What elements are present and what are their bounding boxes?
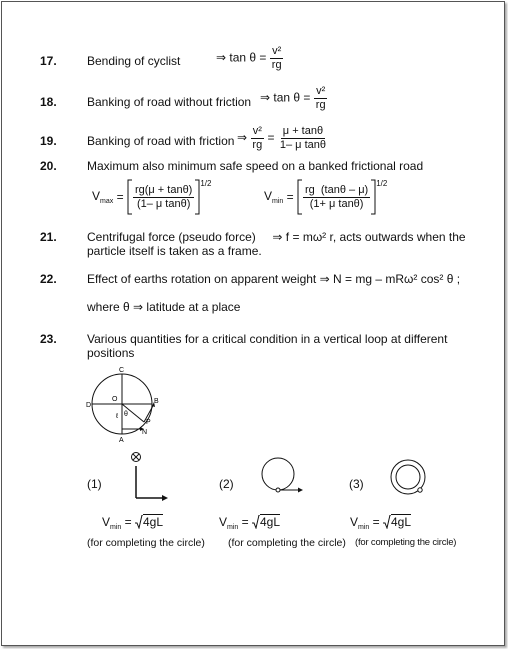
implies-arrow: ⇒ [216,50,227,65]
item-number: 23. [40,332,57,346]
fraction: $\frac{\text{v²}}{rg}$ [271,45,282,71]
fraction: $\frac{rg(\mu + \tan\theta)}{\text{(1– μ tanθ)}}$ [134,183,193,210]
label-left: D [86,402,92,409]
loop-circle [262,458,294,490]
fraction: $\frac{\text{v²}}{rg}$ [315,85,326,111]
label-radius: ℓ [116,413,119,420]
item-text: Banking of road without friction [87,95,252,109]
item-text-line: Effect of earths rotation on apparent weight ⇒ N = mg – mRω² cos² θ ; [87,272,461,286]
case-note: (for completing the circle) [355,537,457,548]
fraction: $\frac{\text{v²}}{rg}$ [252,125,263,151]
implies-arrow: ⇒ [260,90,271,105]
item-number: 18. [40,95,57,109]
label-right: B [154,398,159,405]
vmin-formula: $V_{min} = 4gL$ [102,515,164,531]
formula-lhs: tan θ = [273,90,311,105]
formula [216,45,284,72]
case-label: (3) [349,477,364,491]
case-label: (1) [87,477,102,491]
case3-diagram [388,457,434,503]
label-normal: N [142,429,148,436]
item-text-line: where θ ⇒ latitude at a place [87,300,241,314]
bead [418,488,422,492]
fraction: $\frac{rg (\tan\theta - \mu)}{\text{(1+ μ tanθ)}}$ [305,183,369,210]
case-note: (for completing the circle) [228,537,346,549]
vmax-formula: $V_{max}$ = $\frac{rg(\mu + \tan\theta)}{\text{(1– μ tanθ)}}$ $^{1/2}$ [92,179,211,215]
label-top: C [119,367,125,374]
vertical-loop-diagram [82,364,172,444]
formula [260,85,328,112]
item-text: Maximum also minimum safe speed on a banked frictional road [87,159,424,173]
case-label: (2) [219,477,234,491]
item-text-line: positions [87,346,135,360]
item-text: Bending of cyclist [87,54,181,68]
inner-track [396,465,420,489]
arrowhead [162,495,168,501]
case-note: (for completing the circle) [87,537,205,549]
case2-diagram [258,454,308,502]
label-point: P [146,419,151,426]
item-number: 17. [40,54,57,68]
label-angle: θ [124,411,128,418]
item-number: 22. [40,272,57,286]
sqrt-icon [383,515,391,529]
vmin-formula: $V_{min} = 4gL$ [350,515,412,531]
document-page [1,1,505,646]
fraction: $\frac{\mu + \tan\theta}{\text{1– μ tanθ}}$ [279,125,326,151]
formula-lhs: tan θ = [229,50,267,65]
item-number: 19. [40,134,57,148]
case1-diagram [128,450,178,502]
implies-arrow: ⇒ [237,130,248,145]
arrowhead [298,488,303,493]
sqrt-icon [252,515,260,529]
item-text-line: Various quantities for a critical condition in a vertical loop at different [87,332,448,346]
item-number: 21. [40,230,57,244]
item-number: 20. [40,159,57,173]
label-center: O [112,396,118,403]
formula: ⇒ $\frac{\text{v²}}{rg}$ = $\frac{\mu + \tan\theta}{\text{1– μ tanθ}}$ [237,125,326,151]
vmin-formula: $V_{min} = 4gL$ [219,515,281,531]
label-bottom: A [119,437,124,444]
vmin-formula: $V_{min}$ = $\frac{rg (\tan\theta - \mu)}{\text{(1+ μ tanθ)}}$ $^{1/2}$ [264,179,387,215]
item-text-line: particle itself is taken as a frame. [87,244,262,258]
item-text-line: Centrifugal force (pseudo force) ⇒ f = mω² r, acts outwards when the [87,230,466,244]
sqrt-icon [135,515,143,529]
item-text: Banking of road with friction [87,134,235,148]
